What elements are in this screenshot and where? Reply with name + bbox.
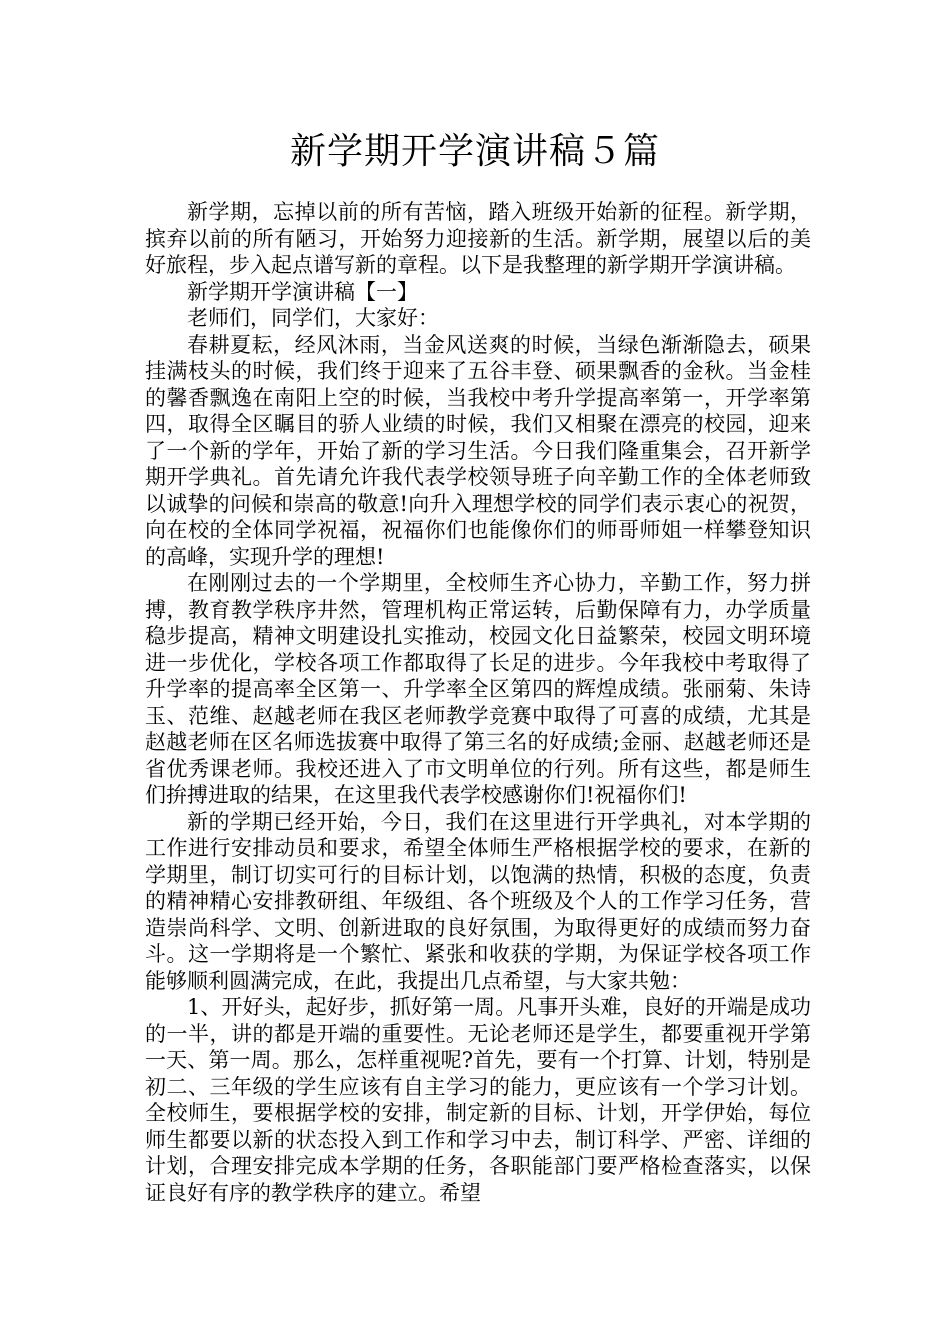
document-title: 新学期开学演讲稿５篇	[289, 131, 660, 172]
greeting-paragraph: 老师们，同学们，大家好：	[187, 306, 439, 330]
intro-paragraph: 新学期，忘掉以前的所有苦恼，踏入班级开始新的征程。新学期，摈弃以前的所有陋习，开始努力迎接新的生活。新学期，展望以后的美好旅程，步入起点谱写新的章程。以下是我整理的新学期开学演讲稿。	[145, 200, 811, 277]
body-paragraph: 在刚刚过去的一个学期里，全校师生齐心协力，辛勤工作，努力拼搏，教育教学秩序井然，管理机构正常运转，后勤保障有力，办学质量稳步提高，精神文明建设扎实推动，校园文化日益繁荣，校园文明环境进一步优化，学校各项工作都取得了长足的进步。今年我校中考取得了升学率的提高率全区第一、升学率全区第四的辉煌成绩。张丽菊、朱诗玉、范维、赵越老师在我区老师教学竞赛中取得了可喜的成绩，尤其是赵越老师在区名师选拔赛中取得了第三名的好成绩;金丽、赵越老师还是省优秀课老师。我校还进入了市文明单位的行列。所有这些，都是师生们拚搏进取的结果，在这里我代表学校感谢你们!祝福你们!	[145, 571, 811, 807]
body-paragraph: 春耕夏耘，经风沐雨，当金风送爽的时候，当绿色渐渐隐去，硕果挂满枝头的时候，我们终于迎来了五谷丰登、硕果飘香的金秋。当金桂的馨香飘逸在南阳上空的时候，当我校中考升学提高率第一，开学率第四，取得全区瞩目的骄人业绩的时候，我们又相聚在漂亮的校园，迎来了一个新的学年，开始了新的学习生活。今日我们隆重集会，召开新学期开学典礼。首先请允许我代表学校领导班子向辛勤工作的全体老师致以诚挚的问候和崇高的敬意!向升入理想学校的同学们表示衷心的祝贺，向在校的全体同学祝福，祝福你们也能像你们的师哥师姐一样攀登知识的高峰，实现升学的理想!	[145, 332, 811, 569]
document-body	[145, 199, 811, 1206]
body-paragraph: 新的学期已经开始，今日，我们在这里进行开学典礼，对本学期的工作进行安排动员和要求，希望全体师生严格根据学校的要求，在新的学期里，制订切实可行的目标计划，以饱满的热情，积极的态度，负责的精神精心安排教研组、年级组、各个班级及个人的工作学习任务，营造崇尚科学、文明、创新进取的良好氛围，为取得更好的成绩而努力奋斗。这一学期将是一个繁忙、紧张和收获的学期，为保证学校各项工作能够顺利圆满完成，在此，我提出几点希望，与大家共勉：	[145, 809, 811, 993]
body-paragraph: 1、开好头，起好步，抓好第一周。凡事开头难，良好的开端是成功的一半，讲的都是开端的重要性。无论老师还是学生，都要重视开学第一天、第一周。那么，怎样重视呢?首先，要有一个打算、计划，特别是初二、三年级的学生应该有自主学习的能力，更应该有一个学习计划。全校师生，要根据学校的安排，制定新的目标、计划，开学伊始，每位师生都要以新的状态投入到工作和学习中去，制订科学、严密、详细的计划，合理安排完成本学期的任务，各职能部门要严格检查落实，以保证良好有序的教学秩序的建立。希望	[145, 995, 811, 1205]
section-heading: 新学期开学演讲稿【一】	[187, 279, 418, 304]
